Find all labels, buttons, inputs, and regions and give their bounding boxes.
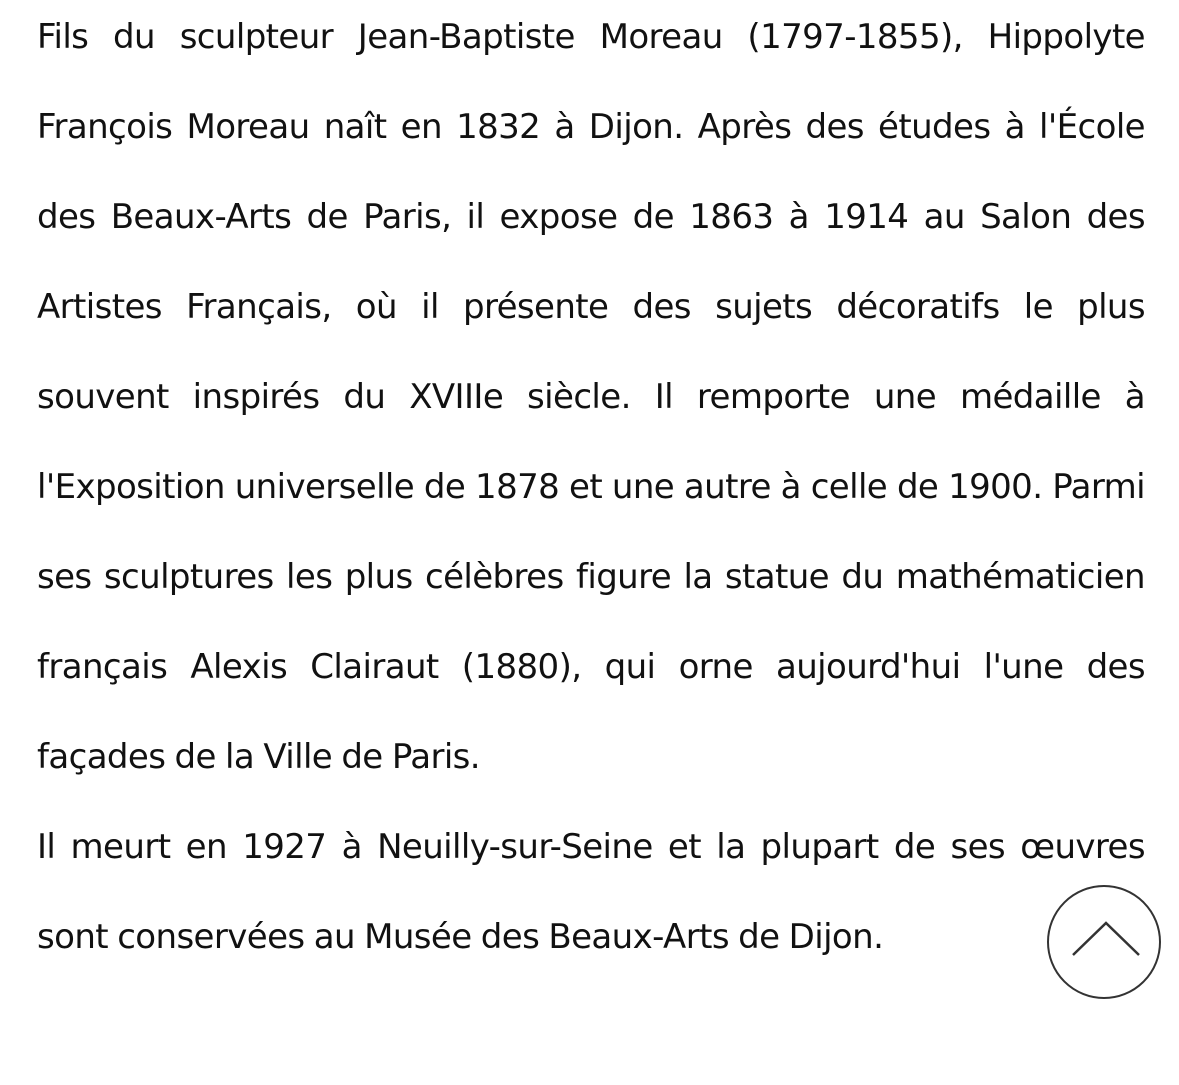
article-body [37,0,1145,982]
paragraph-death: Il meurt en 1927 à Neuilly-sur-Seine et la plupart de ses œuvres sont conservées au Musée des Beaux-Arts de Dijon. [37,827,1145,957]
scroll-to-top-button[interactable] [1047,885,1161,999]
chevron-up-icon [1049,887,1159,997]
paragraph-biography: Fils du sculpteur Jean-Baptiste Moreau (1797-1855), Hippolyte François Moreau naît en 1832 à Dijon. Après des études à l'École des Beaux-Arts de Paris, il expose de 1863 à 1914 au Salon des Artistes Français, où il présente des sujets décoratifs le plus souvent inspirés du XVIIIe siècle. Il remporte une médaille à l'Exposition universelle de 1878 et une autre à celle de 1900. Parmi ses sculptures les plus célèbres figure la statue du mathématicien français Alexis Clairaut (1880), qui orne aujourd'hui l'une des façades de la Ville de Paris. [37,17,1145,777]
